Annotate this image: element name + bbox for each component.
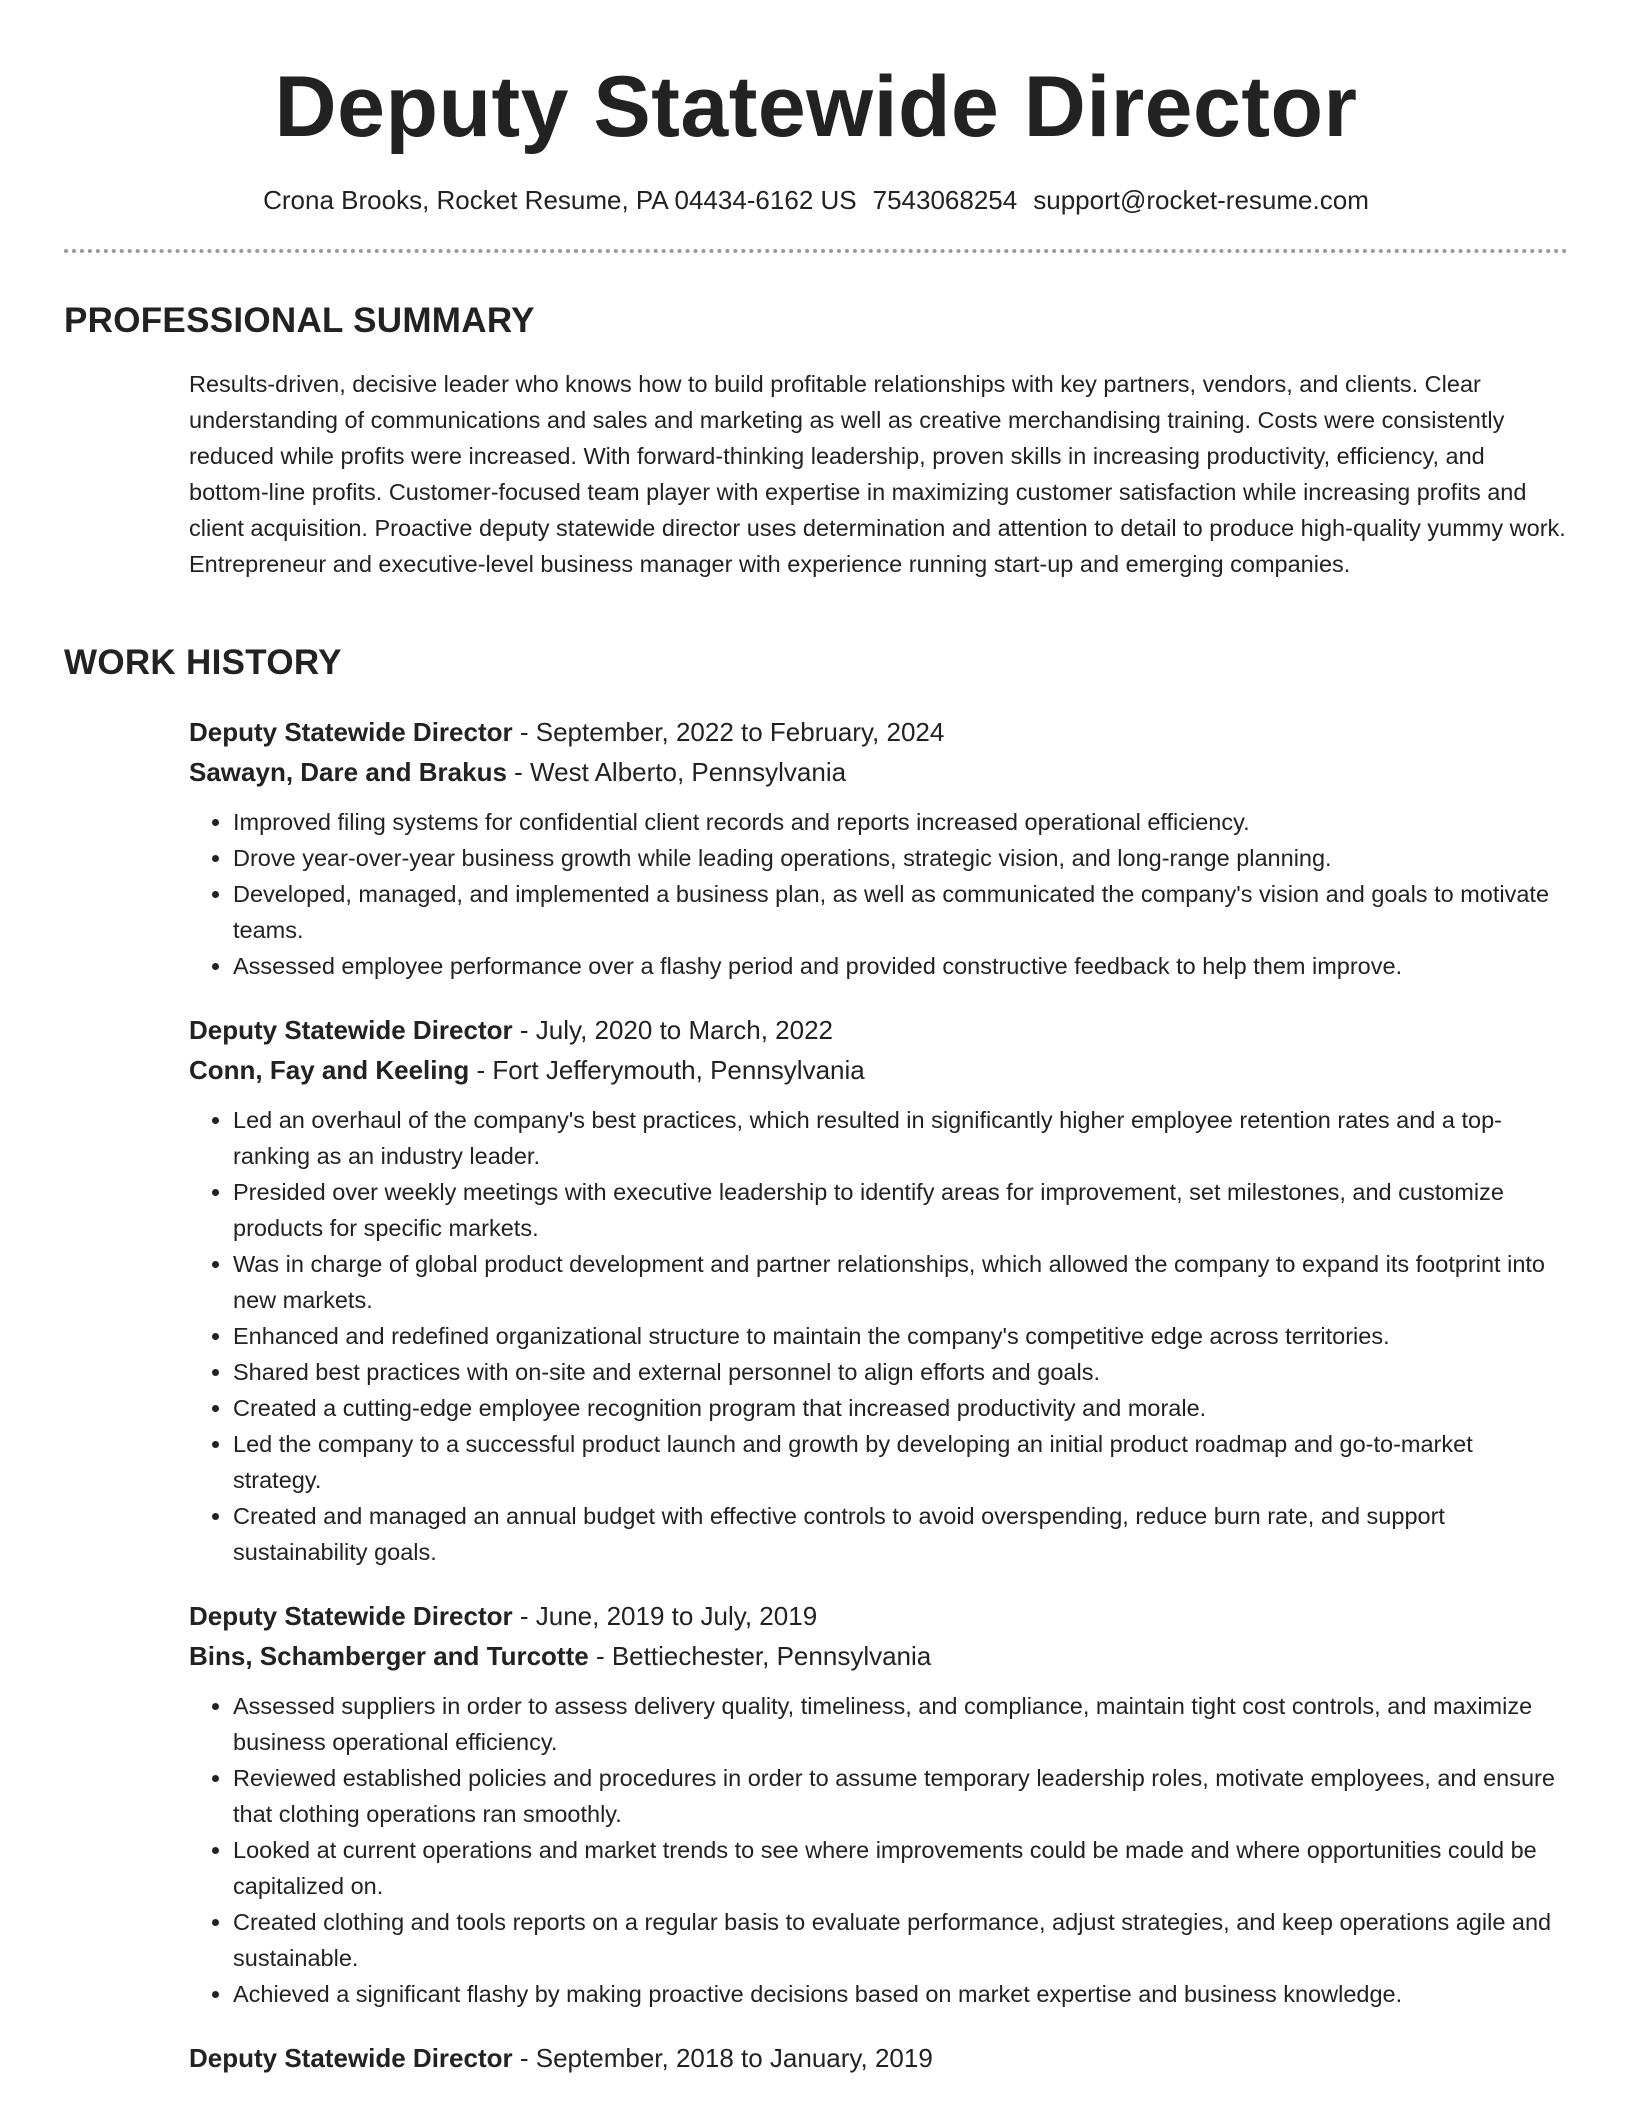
job-role-line xyxy=(189,1596,1567,1636)
job-bullet: • Drove year-over-year business growth while leading operations, strategic vision, and long-range planning. xyxy=(233,840,1567,876)
contact-email: support@rocket-resume.com xyxy=(1033,185,1369,215)
job-bullets xyxy=(189,1102,1567,1570)
job-bullet: • Achieved a significant flashy by making proactive decisions based on market expertise and business knowledge. xyxy=(233,1976,1567,2012)
job-bullets xyxy=(189,804,1567,984)
job-role: Deputy Statewide Director xyxy=(189,2043,513,2073)
job-company: Conn, Fay and Keeling xyxy=(189,1055,470,1085)
job-bullet: • Led the company to a successful product launch and growth by developing an initial product roadmap and go-to-market strategy. xyxy=(233,1426,1567,1498)
job-location: - Bettiechester, Pennsylvania xyxy=(595,1641,932,1671)
work-history-heading: WORK HISTORY xyxy=(64,643,342,682)
job-bullet: • Led an overhaul of the company's best practices, which resulted in significantly higher employee retention rates and a top-ranking as an industry leader. xyxy=(233,1102,1567,1174)
job-bullet: • Created and managed an annual budget with effective controls to avoid overspending, reduce burn rate, and support sustainability goals. xyxy=(233,1498,1567,1570)
job-dates: - June, 2019 to July, 2019 xyxy=(519,1601,818,1631)
job-entry xyxy=(189,1596,1567,2012)
job-bullet: • Developed, managed, and implemented a business plan, as well as communicated the company's vision and goals to motivate teams. xyxy=(233,876,1567,948)
job-entry xyxy=(189,2038,1567,2078)
job-bullet: • Assessed employee performance over a flashy period and provided constructive feedback to help them improve. xyxy=(233,948,1567,984)
contact-phone: 7543068254 xyxy=(872,185,1018,215)
summary-heading: PROFESSIONAL SUMMARY xyxy=(64,301,535,340)
job-location: - Fort Jefferymouth, Pennsylvania xyxy=(476,1055,865,1085)
job-bullet: • Created clothing and tools reports on a regular basis to evaluate performance, adjust strategies, and keep operations agile and sustainable. xyxy=(233,1904,1567,1976)
job-company-line xyxy=(189,752,1567,792)
job-location: - West Alberto, Pennsylvania xyxy=(514,757,847,787)
job-role: Deputy Statewide Director xyxy=(189,717,513,747)
job-bullet: • Created a cutting-edge employee recognition program that increased productivity and morale. xyxy=(233,1390,1567,1426)
job-bullet: • Was in charge of global product development and partner relationships, which allowed the company to expand its footprint into new markets. xyxy=(233,1246,1567,1318)
resume-title: Deputy Statewide Director xyxy=(274,59,1358,155)
job-dates: - September, 2018 to January, 2019 xyxy=(519,2043,933,2073)
contact-address: Crona Brooks, Rocket Resume, PA 04434-6162 US xyxy=(263,185,857,215)
job-bullet: • Assessed suppliers in order to assess delivery quality, timeliness, and compliance, maintain tight cost controls, and maximize business operational efficiency. xyxy=(233,1688,1567,1760)
job-company-line xyxy=(189,1050,1567,1090)
contact-line xyxy=(0,180,1632,220)
job-entry xyxy=(189,712,1567,984)
job-company-line xyxy=(189,1636,1567,1676)
work-history-list xyxy=(189,712,1567,2104)
job-bullet: • Presided over weekly meetings with executive leadership to identify areas for improvement, set milestones, and customize products for specific markets. xyxy=(233,1174,1567,1246)
job-role-line xyxy=(189,1010,1567,1050)
job-role-line xyxy=(189,2038,1567,2078)
job-role: Deputy Statewide Director xyxy=(189,1015,513,1045)
job-bullet: • Shared best practices with on-site and external personnel to align efforts and goals. xyxy=(233,1354,1567,1390)
job-bullet: • Improved filing systems for confidential client records and reports increased operational efficiency. xyxy=(233,804,1567,840)
job-role: Deputy Statewide Director xyxy=(189,1601,513,1631)
job-dates: - September, 2022 to February, 2024 xyxy=(519,717,945,747)
header-divider xyxy=(64,249,1568,253)
job-bullets xyxy=(189,1688,1567,2012)
job-company: Bins, Schamberger and Turcotte xyxy=(189,1641,589,1671)
job-entry xyxy=(189,1010,1567,1570)
job-dates: - July, 2020 to March, 2022 xyxy=(519,1015,834,1045)
summary-text: Results-driven, decisive leader who knows how to build profitable relationships with key partners, vendors, and clients. Clear understanding of communications and sales and marketing as well as creative merchandising training. Costs were consistently reduced while profits were increased. With forward-thinking leadership, proven skills in increasing productivity, efficiency, and bottom-line profits. Customer-focused team player with expertise in maximizing customer satisfaction while increasing profits and client acquisition. Proactive deputy statewide director uses determination and attention to detail to produce high-quality yummy work. Entrepreneur and executive-level business manager with experience running start-up and emerging companies. xyxy=(189,371,1566,577)
job-bullet: • Enhanced and redefined organizational structure to maintain the company's competitive edge across territories. xyxy=(233,1318,1567,1354)
job-company: Sawayn, Dare and Brakus xyxy=(189,757,507,787)
job-bullet: • Reviewed established policies and procedures in order to assume temporary leadership roles, motivate employees, and ensure that clothing operations ran smoothly. xyxy=(233,1760,1567,1832)
job-bullet: • Looked at current operations and market trends to see where improvements could be made and where opportunities could be capitalized on. xyxy=(233,1832,1567,1904)
job-role-line xyxy=(189,712,1567,752)
